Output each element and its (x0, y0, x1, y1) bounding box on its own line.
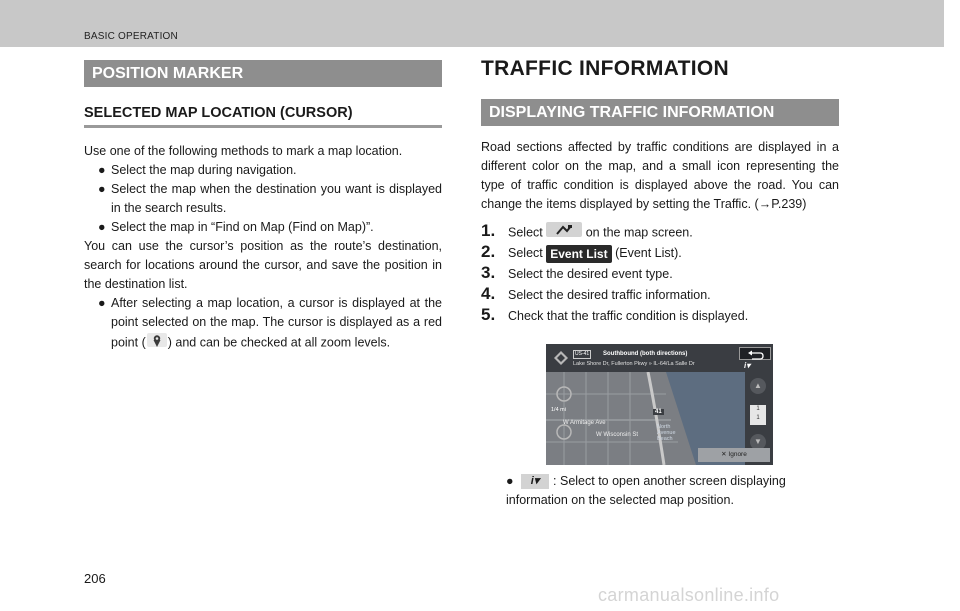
route-badge: US-41 (575, 351, 590, 357)
info-button-note: ● i▾ : Select to open another screen displaying information on the selected map position. (506, 474, 786, 507)
step-5: 5. Check that the traffic condition is displayed. (481, 305, 749, 324)
ignore-button[interactable]: ✕ Ignore (698, 448, 770, 462)
method-item: ● Select the map when the destination you want is displayed in the search results. (98, 182, 442, 215)
cursor-usage-paragraph: You can use the cursor’s position as the route’s destination, search for locations around the cursor, and save the position in the destination list. (84, 239, 442, 291)
traffic-event-header (546, 344, 773, 372)
cursor-subheading: SELECTED MAP LOCATION (CURSOR) (84, 105, 442, 128)
displaying-traffic-heading: DISPLAYING TRAFFIC INFORMATION (481, 99, 839, 126)
info-icon: i▾ (521, 474, 549, 489)
cursor-note: ● After selecting a map location, a cursor is displayed at the point selected on the map. The cursor is displayed as a red point ( ) and can be checked at all zoom levels. (84, 294, 442, 354)
page-number: 206 (84, 571, 106, 586)
right-column (481, 54, 839, 327)
street-label: W Wisconsin St (596, 432, 639, 438)
traffic-intro: Road sections affected by traffic conditions are displayed in a different color on the map, and a small icon representing the type of traffic condition is displayed above the road. You can change the items displayed by setting the Traffic. (→P.239) (481, 140, 839, 211)
street-label: W Armitage Ave (563, 420, 606, 426)
traffic-warning-icon (553, 350, 569, 366)
back-button[interactable] (739, 347, 771, 360)
bullet-icon: ● (98, 163, 106, 177)
method-item: ● Select the map in “Find on Map (Find on Map)”. (84, 218, 442, 237)
road-shield: 41 (655, 409, 662, 415)
red-point-cursor-icon (146, 332, 168, 354)
method-item: ● Select the map during navigation. (84, 161, 442, 180)
step-3: 3. Select the desired event type. (481, 263, 673, 282)
bullet-icon: ● (98, 296, 106, 310)
watermark: carmanualsonline.info (598, 585, 780, 605)
event-list-button[interactable]: Event List (546, 245, 611, 263)
zoom-indicator: 1 1 (750, 405, 766, 425)
event-direction: Southbound (both directions) (603, 351, 688, 357)
close-icon: ✕ (721, 451, 727, 458)
poi-label: North Avenue Beach (657, 424, 676, 442)
info-button[interactable]: i▾ (744, 361, 751, 370)
event-location: Lake Shore Dr, Fullerton Pkwy » IL-64/La Salle Dr (573, 361, 695, 367)
bullet-icon: ● (98, 220, 106, 234)
step-1: 1. Select on the map screen. (481, 222, 839, 243)
position-marker-heading: POSITION MARKER (84, 60, 442, 87)
methods-intro: Use one of the following methods to mark a map location. (84, 144, 403, 158)
map-scale: 1/4 mi (551, 407, 566, 413)
bullet-icon: ● (506, 474, 514, 488)
scroll-down-button[interactable]: ▼ (750, 434, 766, 450)
step-4: 4. Select the desired traffic information. (481, 284, 711, 303)
traffic-menu-button-icon (546, 222, 582, 244)
left-column (84, 60, 442, 354)
step-2: 2. Select Event List (Event List). (481, 242, 682, 261)
section-header (0, 0, 944, 47)
bullet-icon: ● (98, 182, 106, 196)
traffic-info-title: TRAFFIC INFORMATION (481, 57, 729, 80)
section-label: BASIC OPERATION (84, 31, 178, 42)
back-arrow-icon (740, 350, 770, 361)
scroll-up-button[interactable]: ▲ (750, 378, 766, 394)
traffic-map-screenshot (546, 344, 773, 465)
